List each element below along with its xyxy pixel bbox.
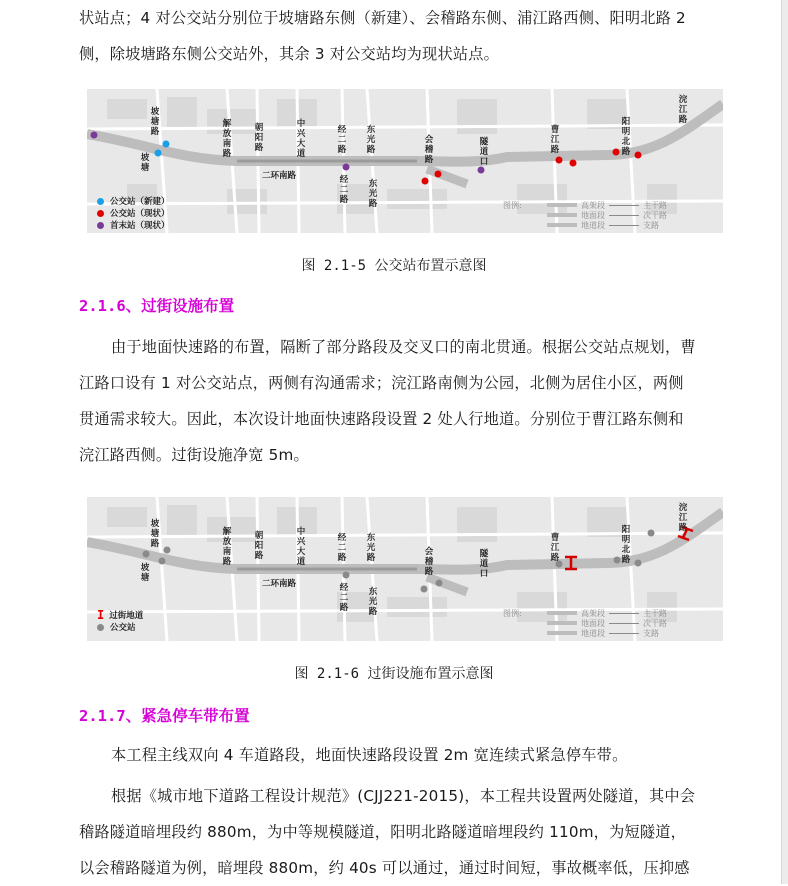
label-dongguang-road-2-fig2: 东光路: [368, 587, 378, 617]
ground-swatch-icon: [547, 213, 577, 217]
key2-row-1: [503, 608, 673, 618]
paragraph-bus-stops: 状站点；4 对公交站分别位于坡塘路东侧（新建）、会稽路东侧、浦江路西侧、阳明北路 2 侧，除坡塘路东侧公交站外，其余 3 对公交站均为现状站点。: [79, 9, 686, 63]
label-jinger-road-2: 经二路: [339, 175, 349, 205]
ground-swatch-icon-2: [547, 621, 577, 625]
label-dongguang-road-fig2: 东光路: [366, 533, 376, 563]
secondary-line-icon-2: [609, 623, 639, 624]
key-arterial: 主干路: [643, 200, 667, 210]
key-branch: 支路: [643, 220, 659, 230]
legend-bus-stop: [97, 621, 143, 633]
key-secondary: 次干路: [643, 210, 667, 220]
caption-figure-2-1-6: 图 2.1-6 过街设施布置示意图: [294, 666, 494, 682]
bus-stop-dot-icon: [97, 624, 104, 631]
key-title: 图例:: [503, 200, 522, 210]
underpass-icon: I: [97, 608, 105, 622]
legend-bus-stops: [97, 195, 170, 231]
road-key-2: [503, 608, 673, 638]
label-tunnel-entrance: 隧道口: [479, 137, 489, 167]
label-erhuan-south-road-fig2: 二环南路: [262, 579, 297, 589]
label-dongguang-road-2: 东光路: [368, 179, 378, 209]
page-edge: [781, 0, 788, 884]
label-jiefang-road-fig2: 解放南路: [222, 527, 232, 567]
label-caojiang-road: 曹江路: [550, 125, 560, 155]
label-huanjiang-road-fig2: 浣江路: [678, 503, 688, 533]
arterial-line-icon: [609, 205, 639, 206]
label-erhuan-south-road: 二环南路: [262, 171, 297, 181]
label-potang-2: 坡塘: [140, 153, 150, 173]
elevated-swatch-icon: [547, 203, 577, 207]
terminal-dot-icon: [97, 222, 104, 229]
label-caojiang-road-fig2: 曹江路: [550, 533, 560, 563]
underground-swatch-icon-2: [547, 631, 577, 635]
branch-line-icon: [609, 225, 639, 226]
key2-underground: 地道段: [581, 628, 605, 638]
figure-bus-stop-map: [87, 89, 723, 233]
legend-terminal-label: 首末站（现状）: [110, 221, 170, 231]
secondary-line-icon: [609, 215, 639, 216]
heading-2-1-6: 2.1.6、过街设施布置: [79, 297, 235, 315]
paragraph-tunnel-spec: 根据《城市地下道路工程设计规范》(CJJ221-2015)，本工程共设置两处隧道，其中会稽路隧道暗埋段约 880m，为中等规模隧道，阳明北路隧道暗埋段约 110m，为短隧道，以会稽路隧道为例，暗埋段 880m，约 40s 可以通过，通过时间短，事故概率低，压抑感: [79, 787, 696, 877]
key2-secondary: 次干路: [643, 618, 667, 628]
key2-branch: 支路: [643, 628, 659, 638]
label-dongguang-road: 东光路: [366, 125, 376, 155]
legend-crossings: [97, 609, 143, 633]
key-row-3: [503, 220, 673, 230]
existing-stop-dot-icon: [97, 210, 104, 217]
key-row-1: [503, 200, 673, 210]
legend-existing-stop: [97, 207, 170, 219]
label-potang-road-fig2: 坡塘路: [150, 519, 160, 549]
label-yangming-north-road: 阳明北路: [621, 117, 631, 157]
label-jinger-road-fig2: 经二路: [337, 533, 347, 563]
paragraph-crossing-facilities: 由于地面快速路的布置，隔断了部分路段及交叉口的南北贯通。根据公交站点规划，曹江路口设有 1 对公交站点，两侧有沟通需求；浣江路南侧为公园，北侧为居住小区，两侧贯通需求较大。因此，本次设计地面快速路段设置 2 处人行地道。分别位于曹江路东侧和浣江路西侧。过街设施净宽 5m。: [79, 338, 696, 464]
new-stop-dot-icon: [97, 198, 104, 205]
branch-line-icon-2: [609, 633, 639, 634]
label-zhongxing-avenue-fig2: 中兴大道: [296, 527, 306, 567]
arterial-line-icon-2: [609, 613, 639, 614]
label-potang-road: 坡塘路: [150, 107, 160, 137]
legend-underpass: [97, 609, 143, 621]
caption-figure-2-1-5: 图 2.1-5 公交站布置示意图: [301, 258, 487, 274]
label-huiji-road-fig2: 会稽路: [424, 547, 434, 577]
legend-existing-stop-label: 公交站（现状）: [110, 209, 170, 219]
legend-terminal: [97, 219, 170, 231]
heading-2-1-7: 2.1.7、紧急停车带布置: [79, 707, 250, 725]
legend-bus-stop-label: 公交站: [110, 623, 136, 633]
label-yangming-north-road-fig2: 阳明北路: [621, 525, 631, 565]
key2-arterial: 主干路: [643, 608, 667, 618]
key-ground: 地面段: [581, 210, 605, 220]
label-tunnel-entrance-fig2: 隧道口: [479, 549, 489, 579]
underground-swatch-icon: [547, 223, 577, 227]
legend-underpass-label: 过街地道: [109, 611, 144, 621]
key-elevated: 高架段: [581, 200, 605, 210]
label-jinger-road-2-fig2: 经二路: [339, 583, 349, 613]
label-huanjiang-road: 浣江路: [678, 95, 688, 125]
label-chaoyang-road: 朝阳路: [254, 123, 264, 153]
elevated-swatch-icon-2: [547, 611, 577, 615]
label-zhongxing-avenue: 中兴大道: [296, 119, 306, 159]
label-potang-2-fig2: 坡塘: [140, 563, 150, 583]
label-chaoyang-road-fig2: 朝阳路: [254, 531, 264, 561]
key2-elevated: 高架段: [581, 608, 605, 618]
label-jiefang-road: 解放南路: [222, 119, 232, 159]
label-huiji-road: 会稽路: [424, 135, 434, 165]
legend-new-stop-label: 公交站（新建）: [110, 197, 170, 207]
key2-ground: 地面段: [581, 618, 605, 628]
key2-row-3: [503, 628, 673, 638]
key2-title: 图例:: [503, 608, 522, 618]
legend-new-stop: [97, 195, 170, 207]
label-jinger-road: 经二路: [337, 125, 347, 155]
key-row-2: [503, 210, 673, 220]
road-key: [503, 200, 673, 230]
paragraph-emergency-lane: 本工程主线双向 4 车道路段，地面快速路段设置 2m 宽连续式紧急停车带。: [111, 746, 628, 764]
figure-crossing-map: [87, 497, 723, 641]
key-underground: 地道段: [581, 220, 605, 230]
key2-row-2: [503, 618, 673, 628]
